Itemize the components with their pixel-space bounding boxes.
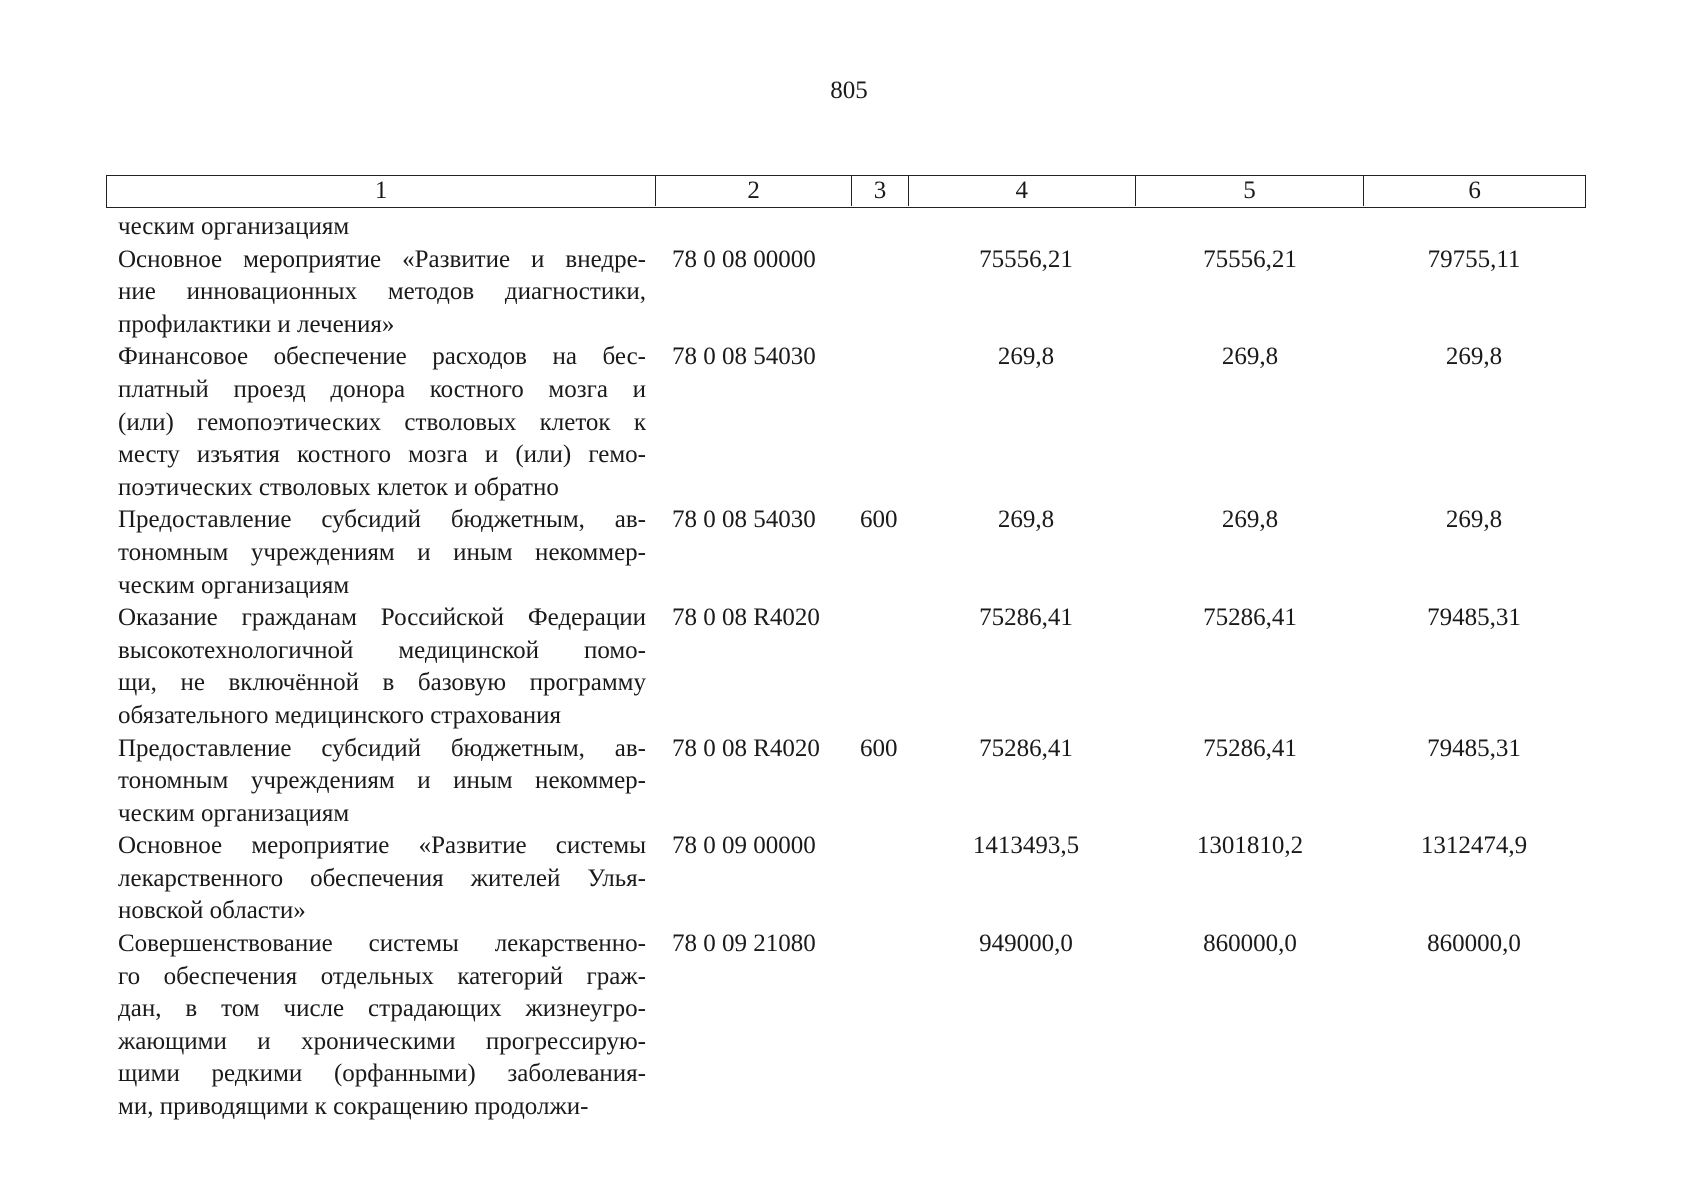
description-line: платный проезд донора костного мозга и: [118, 375, 646, 403]
header-col-6: 6: [1363, 176, 1585, 206]
description-line: Оказание гражданам Российской Федерации: [118, 604, 646, 632]
row-value-col5: 1301810,2: [1196, 832, 1304, 860]
table-row: [0, 733, 1698, 831]
description-line: тономным учреждениям и иным некоммер-: [118, 538, 646, 566]
header-col-3: 3: [851, 176, 908, 206]
row-value-col4: 269,8: [997, 343, 1055, 371]
description-line: ческим организациям: [118, 799, 350, 827]
row-value-col5: 75286,41: [1203, 734, 1297, 762]
row-code: 78 0 08 00000: [672, 245, 816, 273]
table-row: [0, 341, 1698, 504]
description-line: месту изъятия костного мозга и (или) гемо-: [118, 441, 646, 469]
row-code: 78 0 09 00000: [672, 832, 816, 860]
description-line: дан, в том числе страдающих жизнеугро-: [118, 995, 646, 1023]
row-value-col5: 75556,21: [1203, 245, 1297, 273]
description-line: ние инновационных методов диагностики,: [118, 278, 646, 306]
row-value-col4: 75556,21: [979, 245, 1073, 273]
row-value-col6: 79755,11: [1427, 245, 1521, 273]
description-line: (или) гемопоэтических стволовых клеток к: [118, 408, 646, 436]
row-code: 78 0 08 54030: [672, 506, 816, 534]
description-line: поэтических стволовых клеток и обратно: [118, 473, 559, 501]
row-value-col5: 860000,0: [1203, 930, 1297, 958]
row-value-col6: 269,8: [1445, 506, 1503, 534]
row-description: [118, 504, 646, 602]
row-description: [118, 928, 646, 1124]
description-line: лекарственного обеспечения жителей Улья-: [118, 864, 646, 892]
description-line: го обеспечения отдельных категорий граж-: [118, 962, 646, 990]
description-line: ми, приводящими к сокращению продолжи-: [118, 1093, 589, 1121]
header-col-5: 5: [1135, 176, 1364, 206]
description-line: щими редкими (орфанными) заболевания-: [118, 1060, 646, 1088]
row-description: [118, 830, 646, 928]
header-col-1: 1: [374, 177, 388, 204]
row-value-col4: 75286,41: [979, 604, 1073, 632]
row-code: 78 0 08 54030: [672, 343, 816, 371]
row-description: [118, 733, 646, 831]
description-line: Основное мероприятие «Развитие и внедре-: [118, 245, 646, 273]
row-value-col5: 269,8: [1221, 506, 1279, 534]
row-value-col6: 269,8: [1445, 343, 1503, 371]
table-body: [0, 211, 1698, 1124]
description-line: тономным учреждениям и иным некоммер-: [118, 767, 646, 795]
row-code: 78 0 08 R4020: [672, 604, 820, 632]
row-value-col4: 269,8: [997, 506, 1055, 534]
description-line: Основное мероприятие «Развитие системы: [118, 832, 646, 860]
description-line: жающими и хроническими прогрессирую-: [118, 1027, 646, 1055]
row-description: [118, 602, 646, 732]
row-value-col4: 1413493,5: [972, 832, 1080, 860]
table-row: [0, 830, 1698, 928]
row-value-col6: 79485,31: [1427, 604, 1521, 632]
description-line: ческим организациям: [118, 213, 350, 240]
description-line: обязательного медицинского страхования: [118, 701, 562, 729]
row-value-col6: 860000,0: [1427, 930, 1521, 958]
page-number: 805: [830, 77, 868, 104]
header-col-2: 2: [655, 176, 851, 206]
table-row: [0, 504, 1698, 602]
row-description: [118, 341, 646, 504]
description-line: высокотехнологичной медицинской помо-: [118, 636, 646, 664]
description-line: Предоставление субсидий бюджетным, ав-: [118, 734, 646, 762]
row-value-col4: 75286,41: [979, 734, 1073, 762]
row-code: 78 0 08 R4020: [672, 734, 820, 762]
row-expense-type: 600: [860, 734, 898, 762]
table-row: [0, 244, 1698, 342]
table-row: [0, 928, 1698, 1124]
row-value-col4: 949000,0: [979, 930, 1073, 958]
table-row: [0, 602, 1698, 732]
description-line: профилактики и лечения»: [118, 310, 395, 338]
table-row: [0, 211, 1698, 244]
description-line: Совершенствование системы лекарственно-: [118, 930, 646, 958]
description-line: новской области»: [118, 897, 306, 925]
row-code: 78 0 09 21080: [672, 930, 816, 958]
header-col-4: 4: [908, 176, 1135, 206]
row-description: [118, 244, 646, 342]
row-value-col5: 269,8: [1221, 343, 1279, 371]
row-value-col5: 75286,41: [1203, 604, 1297, 632]
description-line: ческим организациям: [118, 571, 350, 599]
table-header: [106, 175, 1586, 208]
row-description: [118, 211, 646, 244]
description-line: щи, не включённой в базовую программу: [118, 669, 646, 697]
description-line: Предоставление субсидий бюджетным, ав-: [118, 506, 646, 534]
row-expense-type: 600: [860, 506, 898, 534]
row-value-col6: 79485,31: [1427, 734, 1521, 762]
row-value-col6: 1312474,9: [1420, 832, 1528, 860]
description-line: Финансовое обеспечение расходов на бес-: [118, 343, 646, 371]
